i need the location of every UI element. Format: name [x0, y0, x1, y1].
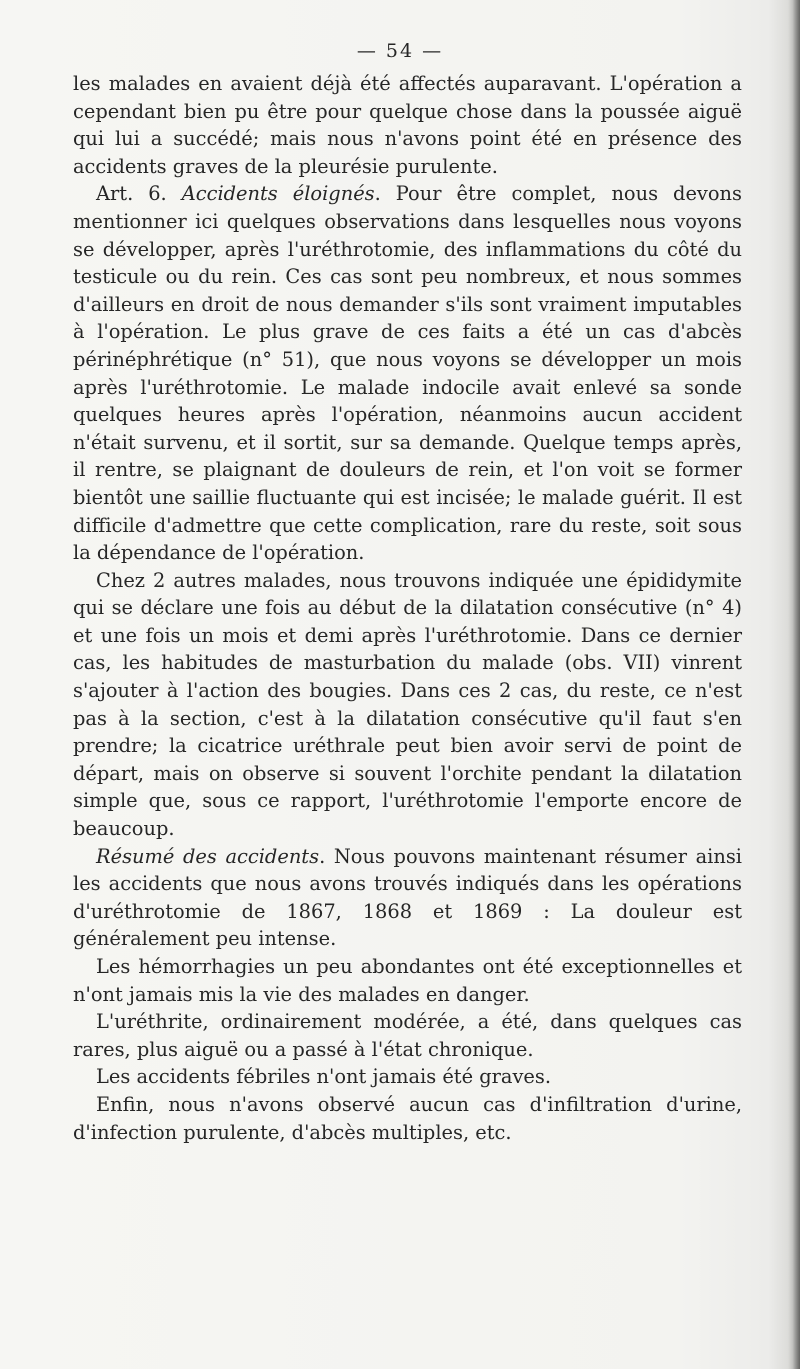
paragraph-2 — [73, 180, 742, 566]
paragraph-4-body: . Nous pouvons maintenant résumer ainsi les accidents que nous avons trouvés indiqués dans les opérations d'uréthrotomie de 1867, 1868 et 1869 : La douleur est généralement peu intense. — [73, 844, 742, 951]
paragraph-2-body: . Pour être complet, nous devons mentionner ici quelques observations dans lesquelles nous voyons se développer, après l'uréthrotomie, des inflammations du côté du testicule ou du rein. Ces cas sont peu nombreux, et nous sommes d'ailleurs en droit de nous demander s'ils sont vraiment imputables à l'opération. Le plus grave de ces faits a été un cas d'abcès périnéphrétique (n° 51), que nous voyons se développer un mois après l'uréthrotomie. Le malade indocile avait enlevé sa sonde quelques heures après l'opération, néanmoins aucun accident n'était survenu, et il sortit, sur sa demande. Quelque temps après, il rentre, se plaignant de douleurs de rein, et l'on voit se former bientôt une saillie fluctuante qui est incisée; le malade guérit. Il est difficile d'admettre que cette complication, rare du reste, soit sous la dépendance de l'opération. — [73, 182, 742, 565]
article-label: Art. 6. — [96, 182, 182, 206]
paragraph-1: les malades en avaient déjà été affectés auparavant. L'opération a cependant bien pu être pour quelque chose dans la poussée aiguë qui lui a succédé; mais nous n'avons point été en présence des accidents graves de la pleurésie purulente. — [73, 72, 742, 178]
paragraph-8: Enfin, nous n'avons observé aucun cas d'infiltration d'urine, d'infection purulente, d'abcès multiples, etc. — [73, 1092, 742, 1144]
paragraph-3: Chez 2 autres malades, nous trouvons indiquée une épididymite qui se déclare une fois au début de la dilatation consécutive (n° 4) et une fois un mois et demi après l'uréthrotomie. Dans ce dernier cas, les habitudes de masturbation du malade (obs. VII) vinrent s'ajouter à l'action des bougies. Dans ces 2 cas, du reste, ce n'est pas à la section, c'est à la dilatation consécutive qu'il faut s'en prendre; la cicatrice uréthrale peut bien avoir servi de point de départ, mais on observe si souvent l'orchite pendant la dilatation simple que, sous ce rapport, l'uréthrotomie l'emporte encore de beaucoup. — [73, 568, 742, 841]
body-text — [73, 70, 742, 1146]
paragraph-5: Les hémorrhagies un peu abondantes ont été exceptionnelles et n'ont jamais mis la vie des malades en danger. — [73, 955, 742, 1006]
section-heading-accidents-eloignes: Accidents éloignés — [181, 182, 375, 206]
paragraph-6: L'uréthrite, ordinairement modérée, a été, dans quelques cas rares, plus aiguë ou a passé à l'état chronique. — [73, 1010, 742, 1061]
paragraph-4 — [73, 843, 742, 953]
section-heading-resume: Résumé des accidents — [96, 844, 320, 868]
page-number: — 54 — — [356, 40, 444, 62]
page-edge-shadow — [788, 0, 800, 1369]
paragraph-7: Les accidents fébriles n'ont jamais été graves. — [96, 1065, 552, 1089]
